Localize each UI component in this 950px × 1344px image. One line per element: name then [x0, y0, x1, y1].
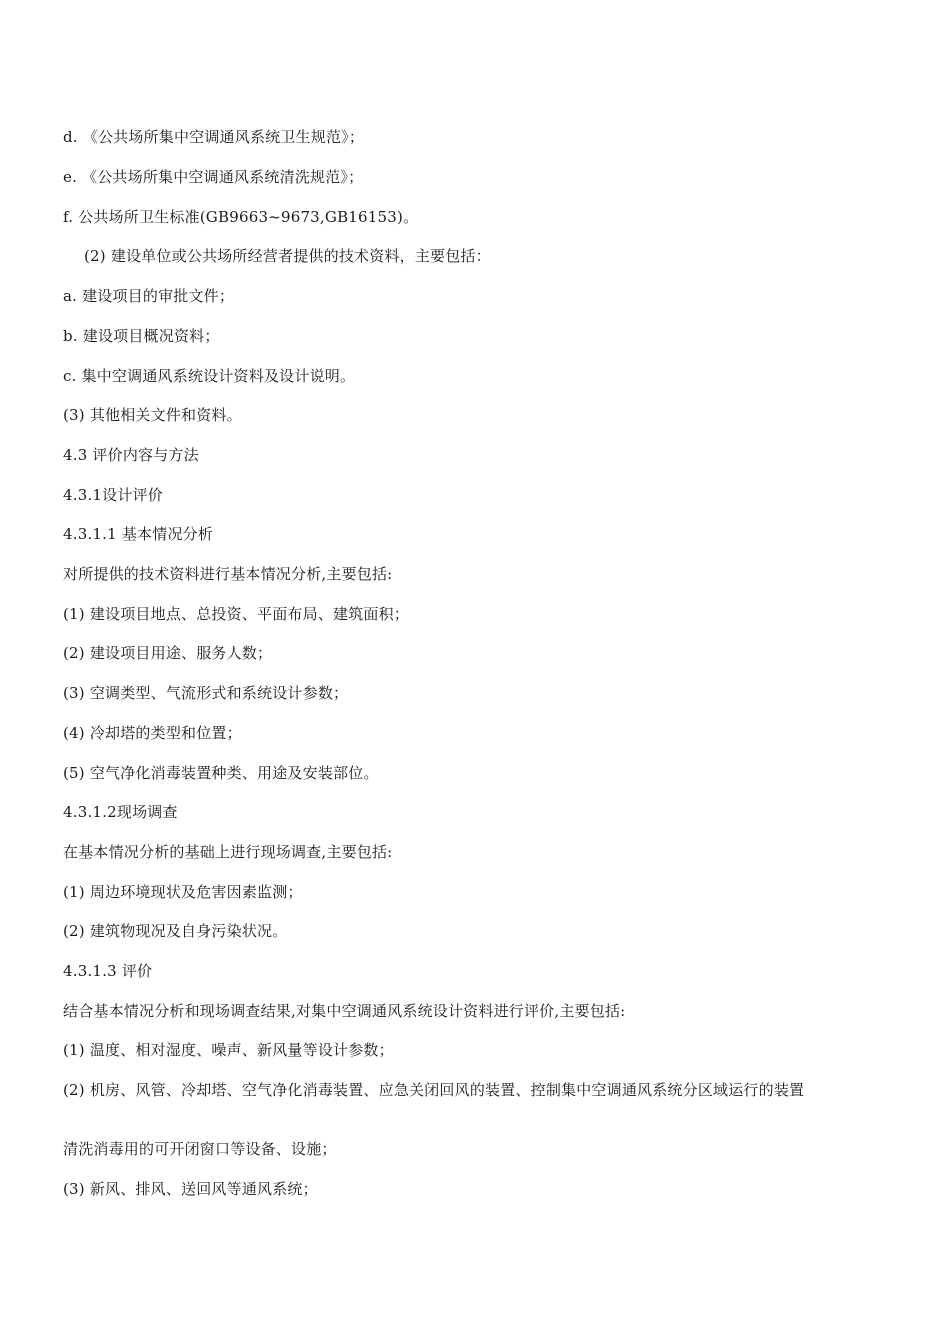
analysis-item-2: (2) 建设项目用途、服务人数；: [63, 644, 273, 662]
analysis-item-4: (4) 冷却塔的类型和位置；: [63, 724, 242, 742]
evaluation-item-1: (1) 温度、相对湿度、噪声、新风量等设计参数；: [63, 1041, 394, 1059]
paragraph-evaluation: 结合基本情况分析和现场调查结果,对集中空调通风系统设计资料进行评价,主要包括:: [63, 1002, 626, 1020]
survey-item-2: (2) 建筑物现况及自身污染状况。: [63, 922, 288, 940]
section-2-heading: (2) 建设单位或公共场所经营者提供的技术资料，主要包括：: [84, 247, 491, 265]
heading-4-3-1-2: 4.3.1.2现场调查: [63, 803, 178, 821]
heading-4-3: 4.3 评价内容与方法: [63, 446, 199, 464]
tech-item-c: c. 集中空调通风系统设计资料及设计说明。: [63, 367, 356, 385]
section-3-heading: (3) 其他相关文件和资料。: [63, 406, 242, 424]
ref-item-e: e. 《公共场所集中空调通风系统清洗规范》；: [63, 168, 364, 186]
tech-item-a: a. 建设项目的审批文件；: [63, 287, 235, 305]
evaluation-item-3: (3) 新风、排风、送回风等通风系统；: [63, 1180, 318, 1198]
paragraph-basic-analysis: 对所提供的技术资料进行基本情况分析,主要包括:: [63, 565, 393, 583]
analysis-item-5: (5) 空气净化消毒装置种类、用途及安装部位。: [63, 764, 379, 782]
analysis-item-3: (3) 空调类型、气流形式和系统设计参数；: [63, 684, 349, 702]
evaluation-item-2: (2) 机房、风管、冷却塔、空气净化消毒装置、应急关闭回风的装置、控制集中空调通风系统分区域运行的装置: [63, 1081, 805, 1099]
tech-item-b: b. 建设项目概况资料；: [63, 327, 220, 345]
paragraph-site-survey: 在基本情况分析的基础上进行现场调查,主要包括:: [63, 843, 393, 861]
evaluation-item-2-continued: 清洗消毒用的可开闭窗口等设备、设施；: [63, 1140, 337, 1158]
ref-item-f: f. 公共场所卫生标准(GB9663~9673,GB16153)。: [63, 208, 419, 226]
heading-4-3-1-1: 4.3.1.1 基本情况分析: [63, 525, 214, 543]
heading-4-3-1: 4.3.1设计评价: [63, 486, 163, 504]
analysis-item-1: (1) 建设项目地点、总投资、平面布局、建筑面积；: [63, 605, 410, 623]
heading-4-3-1-3: 4.3.1.3 评价: [63, 962, 153, 980]
survey-item-1: (1) 周边环境现状及危害因素监测；: [63, 883, 303, 901]
ref-item-d: d. 《公共场所集中空调通风系统卫生规范》；: [63, 128, 365, 146]
